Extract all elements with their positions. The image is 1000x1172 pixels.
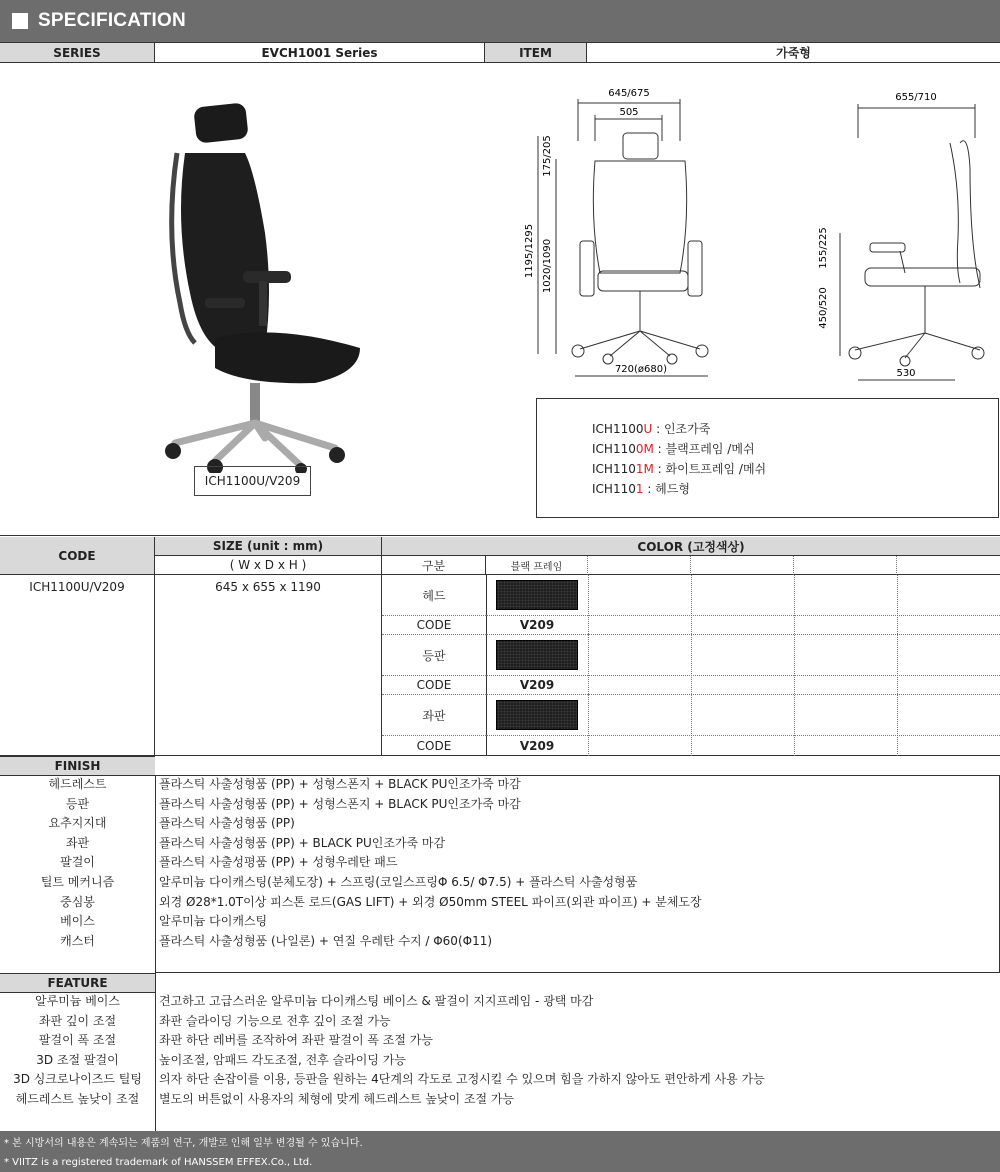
- feature-title: FEATURE: [0, 973, 155, 993]
- series-label: SERIES: [0, 43, 155, 62]
- item-value: 가죽형: [776, 46, 811, 60]
- front-head-height: 175/205: [542, 135, 553, 177]
- feature-value: 견고하고 고급스러운 알루미늄 다이캐스팅 베이스 & 팔걸이 지지프레임 - 광택 마감: [159, 994, 594, 1008]
- finish-value: 외경 Ø28*1.0T이상 피스톤 로드(GAS LIFT) + 외경 Ø50mm STEEL 파이프(외관 파이프) + 분체도장: [159, 894, 702, 909]
- feature-label: 팔걸이 폭 조절: [38, 1033, 117, 1048]
- part-code: V209: [519, 738, 555, 753]
- feature-label: 헤드레스트 높낮이 조절: [15, 1091, 140, 1106]
- color-col-empty: [691, 556, 794, 575]
- finish-value: 플라스틱 사출성평품 (PP) + 성형우레탄 패드: [159, 855, 398, 870]
- title-bar: [0, 0, 1000, 42]
- part-code-label: CODE: [382, 616, 486, 635]
- code-header: CODE: [0, 537, 155, 575]
- front-inner-width: 505: [619, 107, 639, 118]
- square-icon: [12, 13, 28, 29]
- color-swatch: [496, 640, 578, 670]
- model-legend: [536, 398, 999, 518]
- front-total-height: 1195/1295: [524, 223, 535, 279]
- feature-value: 좌판 슬라이딩 기능으로 전후 깊이 조절 가능: [159, 1013, 391, 1028]
- finish-values: [155, 775, 702, 951]
- front-back-height: 1020/1090: [542, 238, 553, 294]
- finish-value: 플라스틱 사출성형품 (PP): [159, 816, 295, 831]
- feature-value: 별도의 버튼없이 사용자의 체형에 맞게 헤드레스트 높낮이 조절 가능: [159, 1091, 515, 1106]
- color-col-empty: [588, 556, 691, 575]
- part-code: V209: [486, 676, 588, 695]
- part-code-label: CODE: [382, 676, 486, 695]
- finish-label: 좌판: [65, 835, 90, 850]
- legend-line: ICH1100U : 인조가죽: [592, 422, 711, 436]
- footer-trademark: * VIITZ is a registered trademark of HANSSEM EFFEX.Co., Ltd.: [4, 1157, 313, 1168]
- feature-label: 3D 싱크로나이즈드 틸팅: [13, 1072, 142, 1087]
- series-row: [0, 42, 1000, 63]
- color-col-empty: [897, 556, 1000, 575]
- finish-label: 팔걸이: [60, 855, 95, 870]
- finish-value: 플라스틱 사출성형품 (나일론) + 연질 우레탄 수지 / Φ60(Φ11): [159, 933, 493, 948]
- finish-title: FINISH: [0, 756, 155, 776]
- front-base-width: 720(ø680): [614, 364, 668, 375]
- feature-label: 알루미늄 베이스: [35, 994, 120, 1008]
- finish-label: 등판: [65, 796, 90, 811]
- color-col-label: 구분: [382, 556, 486, 575]
- side-view-drawing: [810, 88, 1000, 388]
- size-value: 645 x 655 x 1190: [155, 575, 382, 756]
- finish-label: 베이스: [60, 914, 95, 929]
- color-col-empty: [794, 556, 897, 575]
- chair-photo: [155, 93, 365, 473]
- finish-label: 헤드레스트: [48, 777, 107, 791]
- side-base-depth: 530: [896, 368, 916, 379]
- front-top-width: 645/675: [608, 88, 650, 99]
- finish-label: 중심봉: [60, 894, 95, 909]
- item-label: ITEM: [485, 43, 587, 62]
- finish-value: 알루미늄 다이캐스팅: [159, 914, 268, 929]
- color-col-frame: 블랙 프레임: [486, 556, 588, 575]
- side-seat-height: 450/520: [818, 287, 829, 329]
- finish-value: 플라스틱 사출성형품 (PP) + 성형스폰지 + BLACK PU인조가죽 마감: [159, 777, 521, 791]
- part-code-label: CODE: [416, 738, 452, 753]
- model-label: ICH1100U/V209: [194, 466, 311, 496]
- part-name: 등판: [382, 635, 486, 676]
- size-header: SIZE (unit : mm): [155, 537, 382, 556]
- footer: [0, 1131, 1000, 1172]
- feature-labels: [0, 992, 155, 1110]
- feature-value: 좌판 하단 레버를 조작하여 좌판 팔걸이 폭 조절 가능: [159, 1033, 433, 1048]
- part-name: 헤드: [382, 575, 486, 616]
- part-code: V209: [486, 616, 588, 635]
- finish-value: 플라스틱 사출성형품 (PP) + BLACK PU인조가죽 마감: [159, 835, 446, 850]
- finish-label: 틸트 메커니즘: [40, 874, 115, 889]
- code-value: ICH1100U/V209: [0, 575, 155, 756]
- color-header: COLOR (고정색상): [382, 537, 1000, 556]
- finish-label: 요추지지대: [48, 816, 107, 831]
- side-top-width: 655/710: [895, 92, 937, 103]
- footer-note: * 본 시방서의 내용은 계속되는 제품의 연구, 개발로 인해 일부 변경될 수 있습니다.: [4, 1138, 363, 1149]
- swatch-cell: [486, 575, 588, 616]
- part-name: 좌판: [382, 695, 486, 736]
- side-arm-height: 155/225: [818, 227, 829, 269]
- legend-line: ICH1100M : 블랙프레임 /메쉬: [592, 442, 755, 456]
- finish-label: 캐스터: [60, 933, 95, 948]
- page-title: SPECIFICATION: [38, 10, 186, 31]
- legend-line: ICH1101 : 헤드형: [592, 482, 690, 496]
- feature-values: [155, 992, 765, 1110]
- series-value: EVCH1001 Series: [155, 43, 485, 62]
- finish-value: 알루미늄 다이캐스팅(분체도장) + 스프링(코일스프링Φ 6.5/ Φ7.5) + 플라스틱 사출성형품: [159, 874, 638, 889]
- feature-label: 3D 조절 팔걸이: [36, 1052, 119, 1067]
- color-swatch: [496, 700, 578, 730]
- color-rows: [382, 575, 1000, 756]
- feature-value: 높이조절, 암패드 각도조절, 전후 슬라이딩 가능: [159, 1052, 406, 1067]
- color-swatch: [496, 580, 578, 610]
- swatch-cell: [486, 635, 588, 676]
- feature-label: 좌판 깊이 조절: [38, 1013, 117, 1028]
- legend-line: ICH1101M : 화이트프레임 /메쉬: [592, 462, 767, 476]
- front-view-drawing: [520, 81, 730, 391]
- size-subheader: ( W x D x H ): [155, 556, 382, 575]
- finish-value: 플라스틱 사출성형품 (PP) + 성형스폰지 + BLACK PU인조가죽 마감: [159, 796, 521, 811]
- finish-labels: [0, 775, 155, 951]
- swatch-cell: [486, 695, 588, 736]
- feature-value: 의자 하단 손잡이를 이용, 등판을 원하는 4단계의 각도로 고정시킬 수 있으며 힘을 가하지 않아도 편안하게 사용 가능: [159, 1072, 765, 1087]
